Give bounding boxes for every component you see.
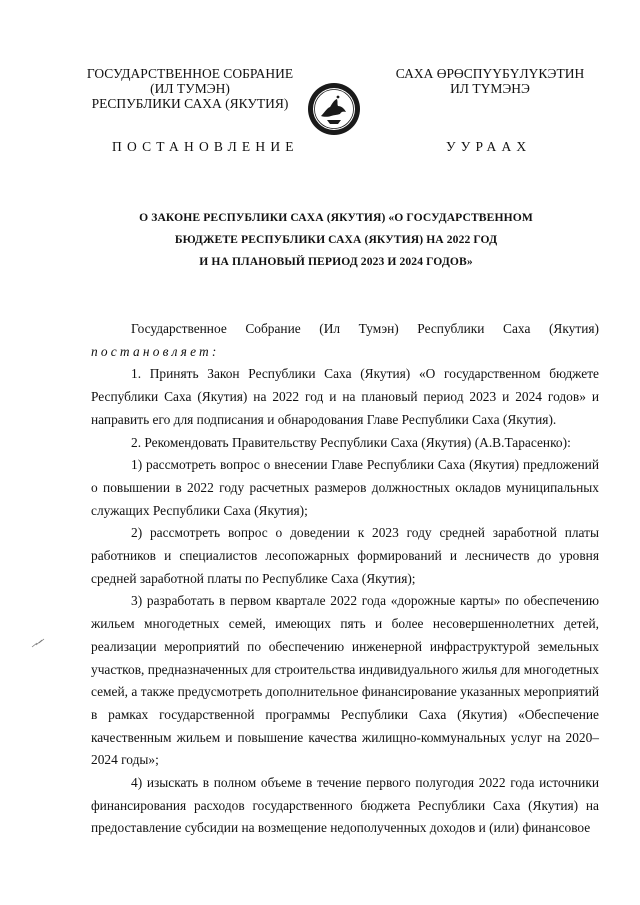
header-left-line: ГОСУДАРСТВЕННОЕ СОБРАНИЕ bbox=[86, 66, 294, 81]
header-right-line: САХА ӨРӨСПҮҮБҮЛҮКЭТИН bbox=[395, 66, 585, 81]
doc-type-ru: ПОСТАНОВЛЕНИЕ bbox=[112, 139, 299, 154]
clause-paragraph: 4) изыскать в полном объеме в течение первого полугодия 2022 года источники финансирования расходов государственного бюджета Республики Саха (Якутия) на предоставление субсидии на возмещение недополученных доходов и (или) финансовое bbox=[91, 775, 599, 836]
title-line: И НА ПЛАНОВЫЙ ПЕРИОД 2023 И 2024 ГОДОВ» bbox=[199, 255, 473, 268]
document-title bbox=[110, 207, 562, 273]
document-body bbox=[91, 318, 599, 840]
title-line: БЮДЖЕТЕ РЕСПУБЛИКИ САХА (ЯКУТИЯ) НА 2022 ГОД bbox=[174, 233, 498, 246]
header-left-line: (ИЛ ТУМЭН) bbox=[150, 81, 230, 96]
clause-paragraph: 2. Рекомендовать Правительству Республики Саха (Якутия) (А.В.Тарасенко): bbox=[131, 434, 571, 450]
title-line: О ЗАКОНЕ РЕСПУБЛИКИ САХА (ЯКУТИЯ) «О ГОСУДАРСТВЕННОМ bbox=[139, 211, 533, 224]
header-left-block bbox=[84, 66, 296, 111]
scan-mark-icon bbox=[30, 636, 46, 650]
resolves-line bbox=[91, 341, 599, 364]
header-left-line: РЕСПУБЛИКИ САХА (ЯКУТИЯ) bbox=[91, 96, 289, 111]
clause-paragraph: 1. Принять Закон Республики Саха (Якутия) «О государственном бюджете Республики Саха (Якутия) на 2022 год и на плановый период 2023 и 2024 годов» и направить его для подписания и обнародования Главе Республики Саха (Якутия). bbox=[91, 366, 599, 427]
doc-type-sakha: УУРААХ bbox=[446, 139, 532, 154]
clause-paragraph: 2) рассмотреть вопрос о доведении к 2023 году средней заработной платы работников и специалистов лесопожарных формирований и лесничеств до уровня средней заработной платы по Республике Саха (Якутия); bbox=[91, 525, 599, 586]
intro-paragraph: Государственное Собрание (Ил Тумэн) Республики Саха (Якутия) bbox=[131, 321, 599, 336]
clause-paragraph: 3) разработать в первом квартале 2022 года «дорожные карты» по обеспечению жильем многодетных семей, имеющих пять и более несовершеннолетних детей, реализации мероприятий по обеспечению инженерной инфраструктурой земельных участков, предназначенных для строительства индивидуального жилья для многодетных семей, а также предусмотреть дополнительное финансирование указанных мероприятий в рамках государственной программы Республики Саха (Якутия) «Обеспечение качественным жильем и повышение качества жилищно-коммунальных услуг на 2020–2024 годы»; bbox=[91, 593, 599, 768]
clause-paragraph: 1) рассмотреть вопрос о внесении Главе Республики Саха (Якутия) предложений о повышении в 2022 году расчетных размеров должностных окладов муниципальных служащих Республики Саха (Якутия); bbox=[91, 457, 599, 518]
header-right-block bbox=[385, 66, 595, 96]
header-right-line: ИЛ ТҮМЭНЭ bbox=[450, 81, 530, 96]
coat-of-arms-emblem-icon bbox=[307, 82, 361, 136]
resolves-word: постановляет: bbox=[91, 343, 220, 359]
